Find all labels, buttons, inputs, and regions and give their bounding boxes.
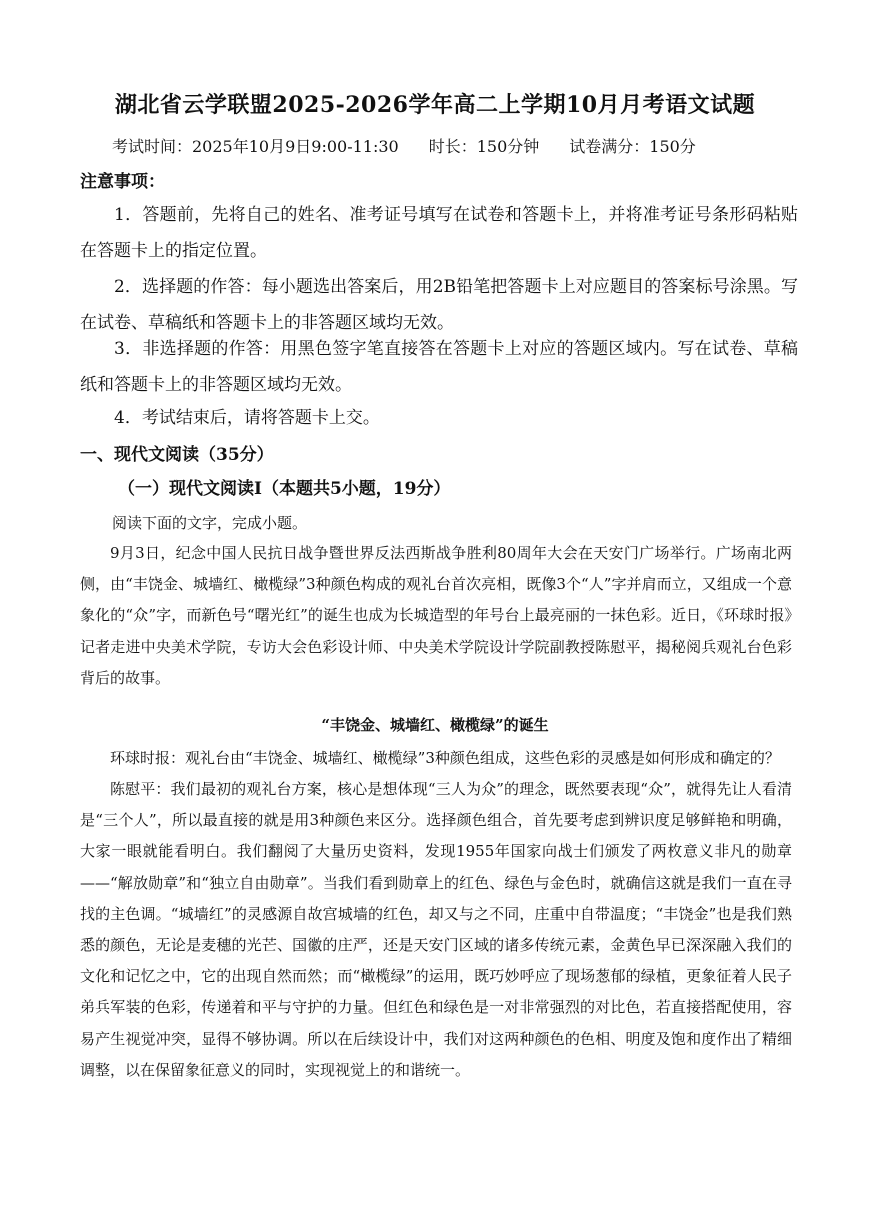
exam-duration: 时长：150分钟	[428, 137, 540, 156]
reading-instruction: 阅读下面的文字，完成小题。	[112, 514, 308, 532]
notice-heading: 注意事项：	[80, 172, 165, 192]
notice-item-1: 1．答题前，先将自己的姓名、准考证号填写在试卷和答题卡上，并将准考证号条形码粘贴在答题卡上的指定位置。	[80, 205, 798, 261]
notice-item-3: 3．非选择题的作答：用黑色签字笔直接答在答题卡上对应的答题区域内。写在试卷、草稿纸和答题卡上的非答题区域均无效。	[80, 339, 798, 395]
section-heading: 一、现代文阅读（35分）	[80, 445, 274, 465]
notice-item-2: 2．选择题的作答：每小题选出答案后，用2B铅笔把答题卡上对应题目的答案标号涂黑。写在试卷、草稿纸和答题卡上的非答题区域均无效。	[80, 277, 798, 333]
page-title: 湖北省云学联盟2025-2026学年高二上学期10月月考语文试题	[114, 92, 756, 118]
article-subheading: “丰饶金、城墙红、橄榄绿”的诞生	[321, 716, 549, 734]
exam-full-score: 试卷满分：150分	[569, 137, 696, 156]
notice-item-4: 4．考试结束后，请将答题卡上交。	[114, 408, 380, 428]
exam-time: 考试时间：2025年10月9日9:00-11:30	[112, 137, 399, 156]
interview-question: 环球时报：观礼台由“丰饶金、城墙红、橄榄绿”3种颜色组成，这些色彩的灵感是如何形成和确定的？	[110, 749, 780, 767]
intro-paragraph: 9月3日，纪念中国人民抗日战争暨世界反法西斯战争胜利80周年大会在天安门广场举行。广场南北两侧，由“丰饶金、城墙红、橄榄绿”3种颜色构成的观礼台首次亮相，既像3个“人”字并肩而立，又组成一个意象化的“众”字，而新色号“曙光红”的诞生也成为长城造型的年号台上最亮丽的一抹色彩。近日，《环球时报》记者走进中央美术学院，专访大会色彩设计师、中央美术学院设计学院副教授陈慰平，揭秘阅兵观礼台色彩背后的故事。	[80, 544, 792, 687]
exam-meta	[112, 134, 696, 157]
interview-answer: 陈慰平：我们最初的观礼台方案，核心是想体现“三人为众”的理念，既然要表现“众”，就得先让人看清是“三个人”，所以最直接的就是用3种颜色来区分。选择颜色组合，首先要考虑到辨识度足够鲜艳和明确，大家一眼就能看明白。我们翻阅了大量历史资料，发现1955年国家向战士们颁发了两枚意义非凡的勋章——“解放勋章”和“独立自由勋章”。当我们看到勋章上的红色、绿色与金色时，就确信这就是我们一直在寻找的主色调。“城墙红”的灵感源自故宫城墙的红色，却又与之不同，庄重中自带温度；“丰饶金”也是我们熟悉的颜色，无论是麦穗的光芒、国徽的庄严，还是天安门区域的诸多传统元素，金黄色早已深深融入我们的文化和记忆之中，它的出现自然而然；而“橄榄绿”的运用，既巧妙呼应了现场葱郁的绿植，更象征着人民子弟兵军装的色彩，传递着和平与守护的力量。但红色和绿色是一对非常强烈的对比色，若直接搭配使用，容易产生视觉冲突，显得不够协调。所以在后续设计中，我们对这两种颜色的色相、明度及饱和度作出了精细调整，以在保留象征意义的同时，实现视觉上的和谐统一。	[80, 780, 792, 1079]
section-subheading: （一）现代文阅读Ⅰ（本题共5小题，19分）	[118, 479, 451, 499]
